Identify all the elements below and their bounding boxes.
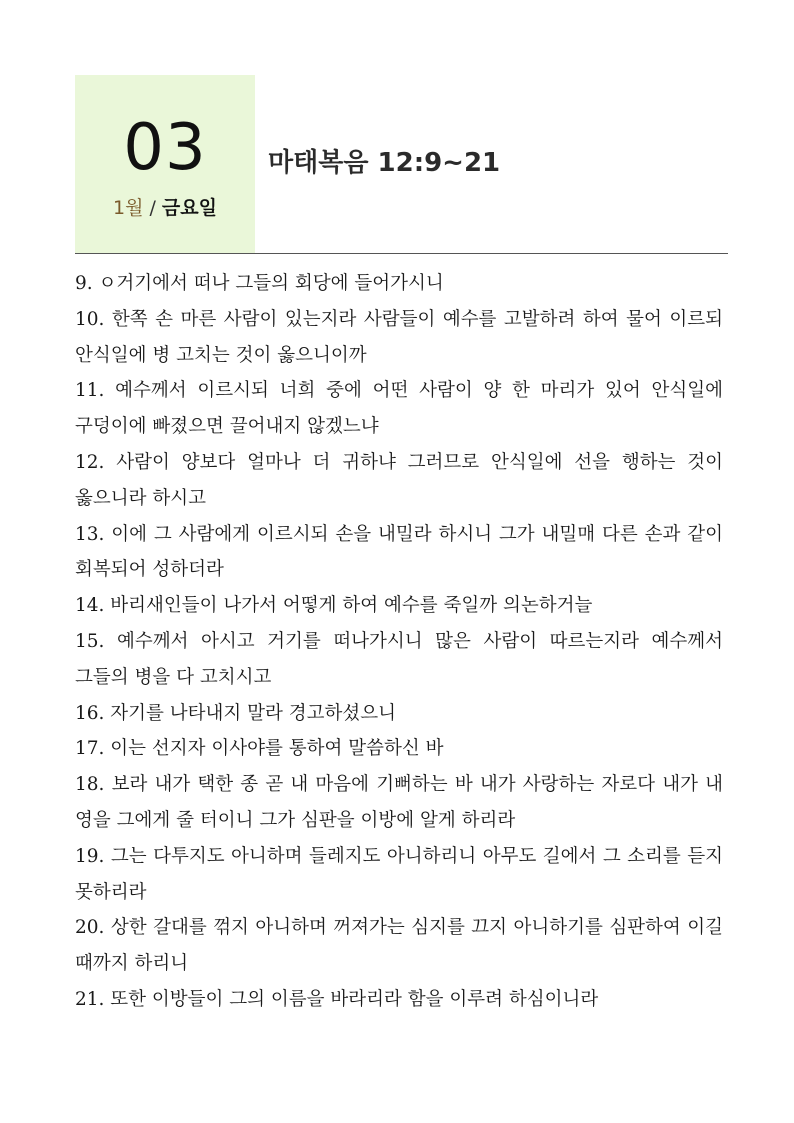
verse-13: 13. 이에 그 사람에게 이르시되 손을 내밀라 하시니 그가 내밀매 다른 손과 같이 회복되어 성하더라 <box>75 523 723 581</box>
date-subtitle <box>75 195 255 221</box>
verse-21: 21. 또한 이방들이 그의 이름을 바라리라 함을 이루려 하심이니라 <box>75 988 599 1010</box>
date-box <box>75 75 255 253</box>
verse-18: 18. 보라 내가 택한 종 곧 내 마음에 기뻐하는 바 내가 사랑하는 자로다 내가 내 영을 그에게 줄 터이니 그가 심판을 이방에 알게 하리라 <box>75 774 723 831</box>
verse-15: 15. 예수께서 아시고 거기를 떠나가시니 많은 사람이 따르는지라 예수께서 그들의 병을 다 고치시고 <box>75 630 723 688</box>
verse-9: 9. ㅇ거기에서 떠나 그들의 회당에 들어가시니 <box>75 273 444 294</box>
header-divider <box>75 253 728 254</box>
verse-12: 12. 사람이 양보다 얼마나 더 귀하냐 그러므로 안식일에 선을 행하는 것이 옳으니라 하시고 <box>75 451 723 509</box>
date-separator: / <box>149 197 156 219</box>
month-label: 1월 <box>113 197 144 219</box>
verse-19: 19. 그는 다투지도 아니하며 들레지도 아니하리니 아무도 길에서 그 소리를 듣지 못하리라 <box>75 845 723 903</box>
verse-list <box>75 266 723 1018</box>
passage-title: 마태복음 12:9~21 <box>268 148 501 178</box>
verse-11: 11. 예수께서 이르시되 너희 중에 어떤 사람이 양 한 마리가 있어 안식일에 구덩이에 빠졌으면 끌어내지 않겠느냐 <box>75 380 723 438</box>
verse-17: 17. 이는 선지자 이사야를 통하여 말씀하신 바 <box>75 738 444 760</box>
verse-20: 20. 상한 갈대를 꺾지 아니하며 꺼져가는 심지를 끄지 아니하기를 심판하여 이길 때까지 하리니 <box>75 917 723 975</box>
verse-10: 10. 한쪽 손 마른 사람이 있는지라 사람들이 예수를 고발하려 하여 물어 이르되 안식일에 병 고치는 것이 옳으니이까 <box>75 308 723 366</box>
verse-16: 16. 자기를 나타내지 말라 경고하셨으니 <box>75 702 397 724</box>
verse-14: 14. 바리새인들이 나가서 어떻게 하여 예수를 죽일까 의논하거늘 <box>75 595 593 617</box>
weekday-label: 금요일 <box>161 197 217 219</box>
day-number: 03 <box>123 111 207 185</box>
